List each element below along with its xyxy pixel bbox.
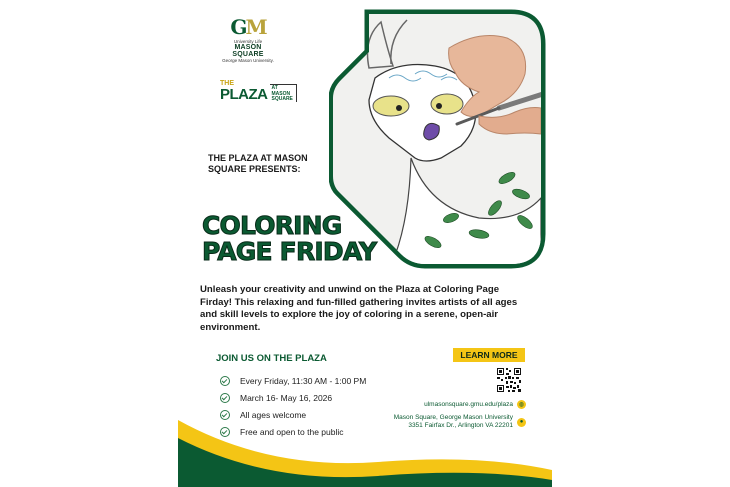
university-life-logo [218, 16, 278, 63]
title-line-1: COLORING [202, 211, 342, 240]
address-line-2: 3351 Fairfax Dr., Arlington VA 22201 [408, 422, 513, 429]
logo-name: MASON SQUARE [232, 44, 264, 58]
event-flyer [178, 0, 552, 487]
logo-university: George Mason University. [222, 58, 274, 63]
qr-code[interactable] [496, 367, 522, 393]
address-line-1: Mason Square, George Mason University [393, 414, 513, 421]
detail-text: Every Friday, 11:30 AM - 1:00 PM [240, 375, 367, 386]
check-circle-icon [220, 393, 230, 403]
presents-heading: THE PLAZA AT MASON SQUARE PRESENTS: [208, 153, 308, 174]
title-line-2: PAGE FRIDAY [202, 237, 377, 266]
plaza-logo-plaza: PLAZA [220, 86, 268, 103]
join-heading: JOIN US ON THE PLAZA [216, 353, 327, 364]
detail-text: March 16- May 16, 2026 [240, 392, 333, 403]
detail-item [220, 389, 366, 406]
detail-text: All ages welcome [240, 409, 307, 420]
logo-tagline: University Life [233, 39, 263, 44]
event-title [202, 213, 376, 265]
detail-text: Free and open to the public [240, 426, 344, 437]
map-pin-icon: ● [517, 418, 526, 427]
check-circle-icon [220, 376, 230, 386]
website-link[interactable]: ulmasonsquare.gmu.edu/plaza [424, 401, 513, 408]
event-description: Unleash your creativity and unwind on the Plaza at Coloring Page Firday! This relaxing and fun-filled gathering invites artists of all ages and skill levels to explore the joy of coloring in a serene, open-air environment. [200, 284, 518, 333]
gm-monogram: GM [230, 15, 266, 39]
globe-icon: ◍ [518, 402, 525, 408]
detail-item [220, 372, 366, 389]
learn-more-button[interactable]: LEARN MORE [453, 348, 525, 362]
decorative-waves [178, 410, 552, 487]
plaza-logo [220, 80, 297, 102]
plaza-logo-at: AT MASON SQUARE [270, 84, 297, 102]
website-row [424, 400, 526, 409]
plaza-logo-the: THE [220, 80, 234, 87]
